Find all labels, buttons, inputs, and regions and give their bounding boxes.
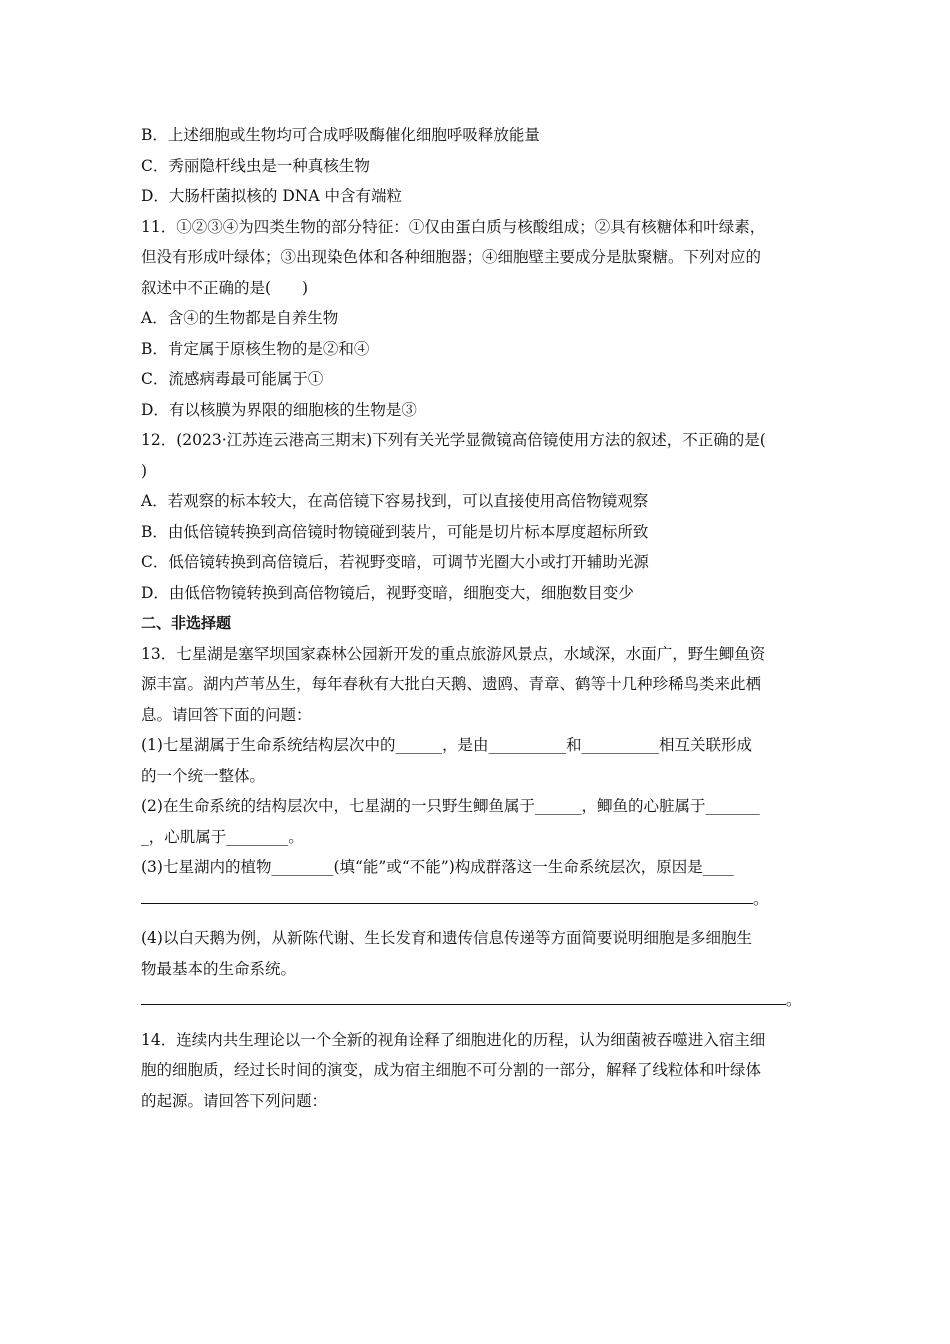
q13-stem-line: 息。请回答下面的问题：: [141, 705, 312, 724]
question-11: [141, 212, 813, 426]
q10-option-b: B．上述细胞或生物均可合成呼吸酶催化细胞呼吸释放能量: [141, 126, 540, 144]
q12-option-b: B．由低倍镜转换到高倍镜时物镜碰到装片，可能是切片标本厚度超标所致: [141, 522, 649, 541]
period: 。: [786, 991, 802, 1009]
q11-stem-line: 叙述中不正确的是( ): [141, 278, 309, 297]
q14-stem-line: 的起源。请回答下列问题：: [141, 1091, 328, 1110]
section-title: 二、非选择题: [141, 614, 232, 632]
q11-option-a: A．含④的生物都是自养生物: [141, 309, 339, 327]
q12-option-c: C．低倍镜转换到高倍镜后，若视野变暗，可调节光圈大小或打开辅助光源: [141, 553, 649, 571]
q13-part2-line: (2)在生命系统的结构层次中，七星湖的一只野生鲫鱼属于______，鲫鱼的心脏属于_______: [141, 797, 760, 815]
q13-part4-answer-line: [141, 984, 813, 1015]
q10-option-d: D．大肠杆菌拟核的 DNA 中含有端粒: [141, 187, 402, 205]
q12-stem-line: ): [141, 461, 148, 480]
q13-part3-answer-line: [141, 883, 813, 914]
q11-stem-line: 11．①②③④为四类生物的部分特征：①仅由蛋白质与核酸组成；②具有核糖体和叶绿素，: [141, 217, 766, 236]
q13-part2-line: _，心肌属于________。: [141, 827, 304, 846]
q11-stem-line: 但没有形成叶绿体；③出现染色体和各种细胞器；④细胞壁主要成分是肽聚糖。下列对应的: [141, 248, 762, 266]
q11-option-d: D．有以核膜为界限的细胞核的生物是③: [141, 400, 417, 419]
document-page: [141, 120, 813, 1116]
answer-blank: [141, 984, 786, 1005]
q13-part1-line: (1)七星湖属于生命系统结构层次中的______，是由__________和__________相互关联形成: [141, 736, 752, 754]
answer-blank: [141, 883, 753, 904]
q13-part4-line: (4)以白天鹅为例，从新陈代谢、生长发育和遗传信息传递等方面简要说明细胞是多细胞生: [141, 929, 752, 947]
question-12: [141, 425, 813, 608]
q12-stem-line: 12．(2023·江苏连云港高三期末)下列有关光学显微镜高倍镜使用方法的叙述，不正确的是(: [141, 431, 766, 449]
q13-stem-line: 13．七星湖是塞罕坝国家森林公园新开发的重点旅游风景点，水域深，水面广，野生鲫鱼资: [141, 644, 766, 663]
q11-option-c: C．流感病毒最可能属于①: [141, 370, 324, 388]
q14-stem-line: 14．连续内共生理论以一个全新的视角诠释了细胞进化的历程，认为细菌被吞噬进入宿主细: [141, 1030, 766, 1049]
question-13: [141, 639, 813, 1025]
q10-option-c: C．秀丽隐杆线虫是一种真核生物: [141, 156, 370, 175]
q13-part1-line: 的一个统一整体。: [141, 766, 266, 785]
period: 。: [753, 889, 769, 908]
q14-stem-line: 胞的细胞质，经过长时间的演变，成为宿主细胞不可分割的一部分，解释了线粒体和叶绿体: [141, 1061, 762, 1079]
question-14: [141, 1025, 813, 1117]
q13-part4-line: 物最基本的生命系统。: [141, 959, 297, 978]
q12-option-d: D．由低倍物镜转换到高倍物镜后，视野变暗，细胞变大，细胞数目变少: [141, 583, 634, 602]
q12-option-a: A．若观察的标本较大，在高倍镜下容易找到，可以直接使用高倍物镜观察: [141, 492, 649, 510]
q11-option-b: B．肯定属于原核生物的是②和④: [141, 339, 370, 358]
q13-stem-line: 源丰富。湖内芦苇丛生，每年春秋有大批白天鹅、遗鸥、青章、鹤等十几种珍稀鸟类来此栖: [141, 675, 762, 693]
q13-part3-line: (3)七星湖内的植物________(填“能”或“不能”)构成群落这一生命系统层次，原因是____: [141, 858, 734, 876]
